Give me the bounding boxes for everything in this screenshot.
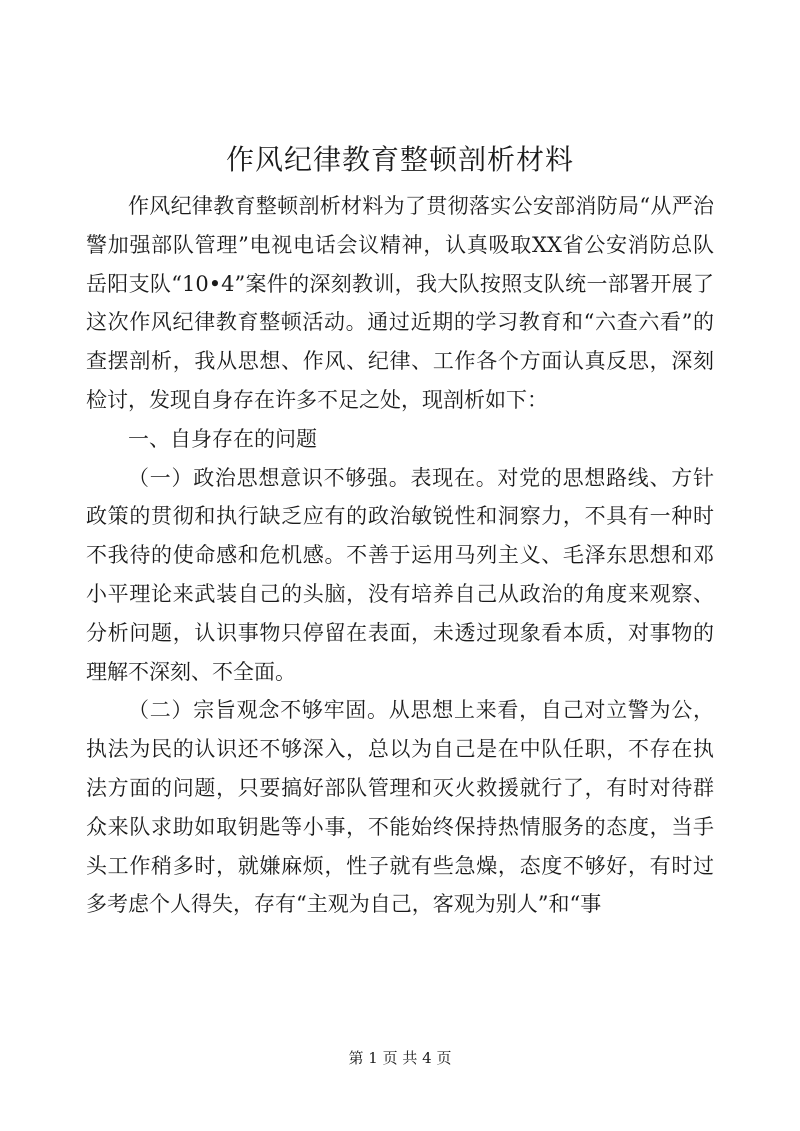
paragraph-political-awareness: （一）政治思想意识不够强。表现在。对党的思想路线、方针政策的贯彻和执行缺乏应有的政治敏锐性和洞察力，不具有一种时不我待的使命感和危机感。不善于运用马列主义、毛泽东思想和邓小平理论来武装自己的头脑，没有培养自己从政治的角度来观察、分析问题，认识事物只停留在表面，未透过现象看本质，对事物的理解不深刻、不全面。 (86, 465, 714, 684)
section-heading: 一、自身存在的问题 (128, 426, 317, 451)
document-title: 作风纪律教育整顿剖析材料 (225, 143, 574, 176)
page-number-footer: 第 1 页 共 4 页 (348, 1049, 452, 1067)
paragraph-purpose-concept: （二）宗旨观念不够牢固。从思想上来看，自己对立警为公，执法为民的认识还不够深入，总以为自己是在中队任职，不存在执法方面的问题，只要搞好部队管理和灭火救援就行了，有时对待群众来队求助如取钥匙等小事，不能始终保持热情服务的态度，当手头工作稍多时，就嫌麻烦，性子就有些急燥，态度不够好，有时过多考虑个人得失，存有“主观为自己，客观为别人”和“事 (86, 698, 714, 917)
intro-paragraph: 作风纪律教育整顿剖析材料为了贯彻落实公安部消防局“从严治警加强部队管理”电视电话会议精神，认真吸取XX省公安消防总队岳阳支队“10•4”案件的深刻教训，我大队按照支队统一部署开展了这次作风纪律教育整顿活动。通过近期的学习教育和“六查六看”的查摆剖析，我从思想、作风、纪律、工作各个方面认真反思，深刻检讨，发现自身存在许多不足之处，现剖析如下： (86, 194, 714, 412)
document-body (86, 187, 714, 924)
